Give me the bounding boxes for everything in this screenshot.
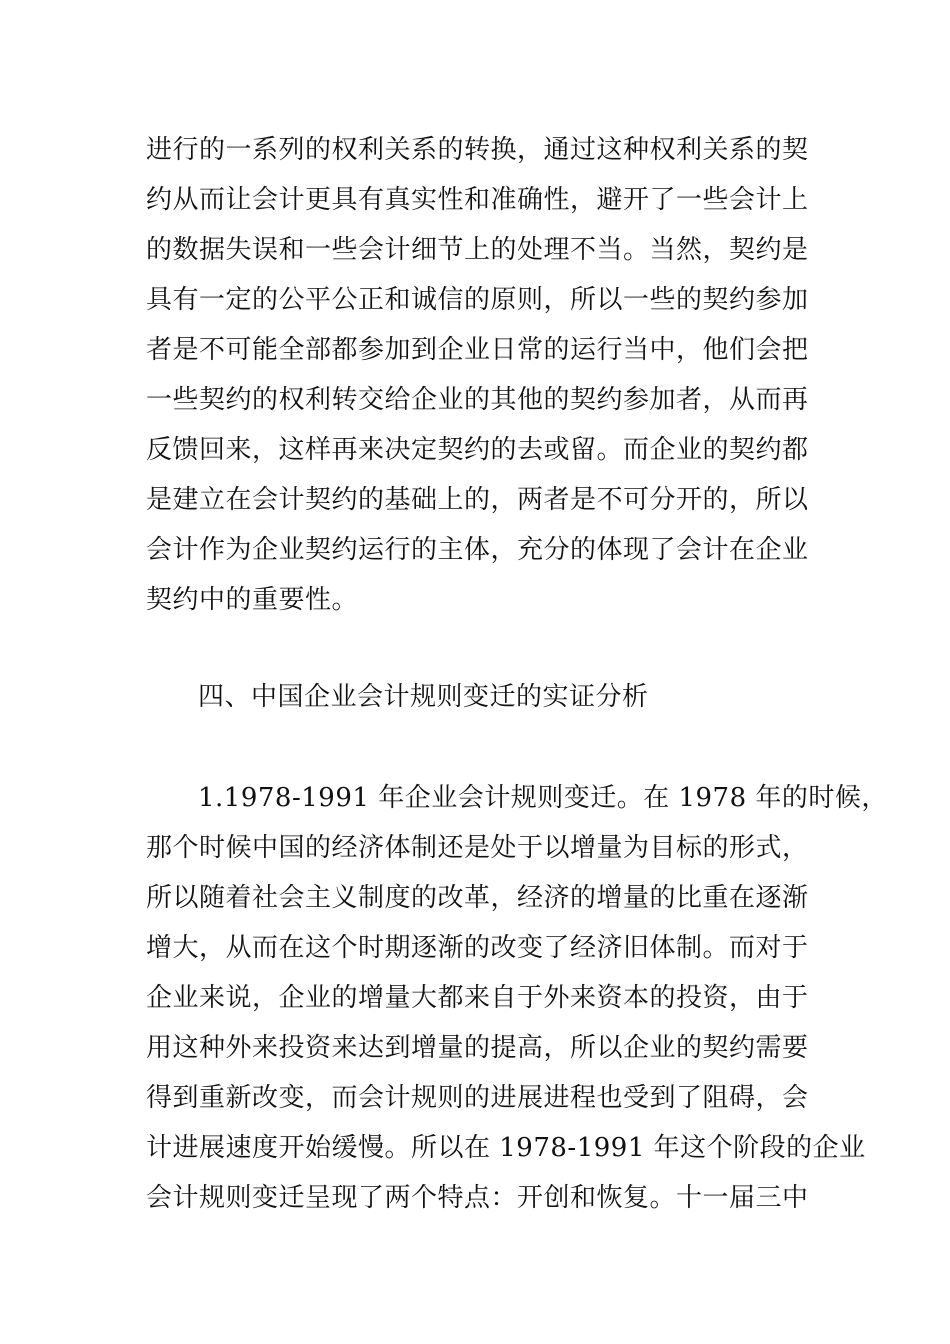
paragraph-1-line: 会计作为企业契约运行的主体，充分的体现了会计在企业 bbox=[146, 535, 809, 565]
paragraph-2-line: 用这种外来投资来达到增量的提高，所以企业的契约需要 bbox=[146, 1033, 809, 1063]
paragraph-2-line: 1.1978-1991 年企业会计规则变迁。在 1978 年的时候， bbox=[198, 783, 888, 813]
paragraph-1-line: 的数据失误和一些会计细节上的处理不当。当然，契约是 bbox=[146, 235, 809, 265]
paragraph-1-line: 约从而让会计更具有真实性和准确性，避开了一些会计上 bbox=[146, 185, 809, 215]
paragraph-1-line: 具有一定的公平公正和诚信的原则，所以一些的契约参加 bbox=[146, 285, 809, 315]
paragraph-2-line: 那个时候中国的经济体制还是处于以增量为目标的形式， bbox=[146, 833, 809, 863]
paragraph-2-line: 会计规则变迁呈现了两个特点：开创和恢复。十一届三中 bbox=[146, 1183, 809, 1213]
section-heading: 四、中国企业会计规则变迁的实证分析 bbox=[198, 682, 649, 712]
paragraph-2-line: 企业来说，企业的增量大都来自于外来资本的投资，由于 bbox=[146, 983, 809, 1013]
paragraph-2-line: 计进展速度开始缓慢。所以在 1978-1991 年这个阶段的企业 bbox=[146, 1133, 866, 1163]
paragraph-1-line: 者是不可能全部都参加到企业日常的运行当中，他们会把 bbox=[146, 335, 809, 365]
paragraph-1-line: 是建立在会计契约的基础上的，两者是不可分开的，所以 bbox=[146, 485, 809, 515]
paragraph-2-line: 增大，从而在这个时期逐渐的改变了经济旧体制。而对于 bbox=[146, 933, 809, 963]
paragraph-1-line: 进行的一系列的权利关系的转换，通过这种权利关系的契 bbox=[146, 135, 809, 165]
paragraph-1-line: 一些契约的权利转交给企业的其他的契约参加者，从而再 bbox=[146, 385, 809, 415]
paragraph-1-line: 契约中的重要性。 bbox=[146, 585, 359, 615]
paragraph-2-line: 得到重新改变，而会计规则的进展进程也受到了阻碍，会 bbox=[146, 1083, 809, 1113]
paragraph-1-line: 反馈回来，这样再来决定契约的去或留。而企业的契约都 bbox=[146, 435, 809, 465]
paragraph-2-line: 所以随着社会主义制度的改革，经济的增量的比重在逐渐 bbox=[146, 883, 809, 913]
